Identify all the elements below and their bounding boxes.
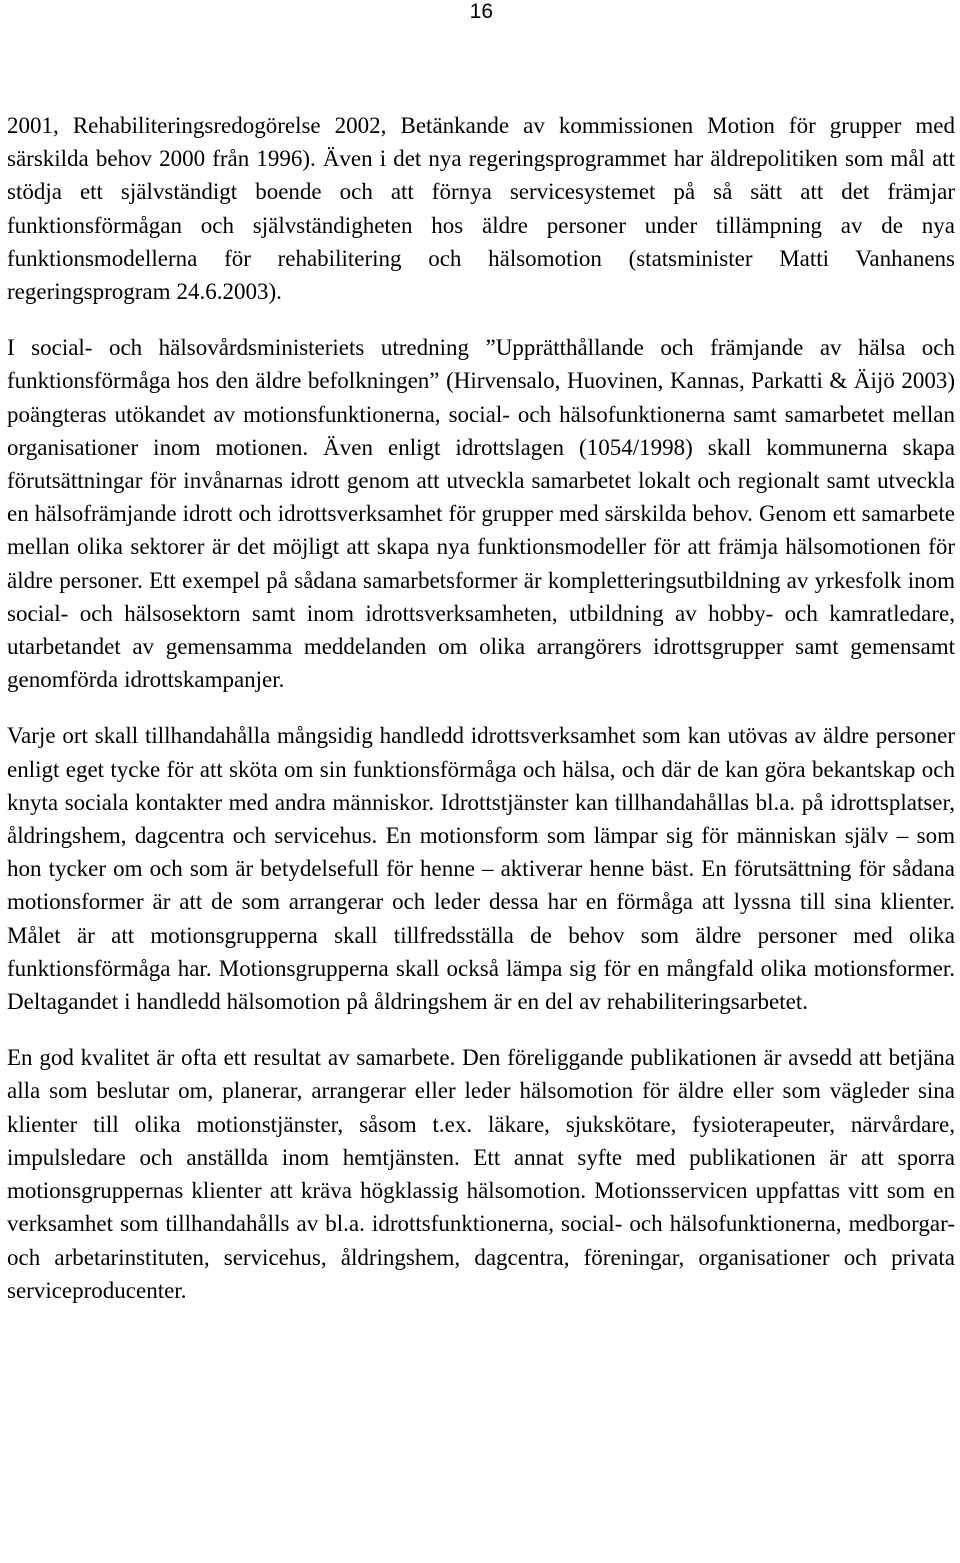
body-text: [7, 109, 955, 1307]
paragraph-4: En god kvalitet är ofta ett resultat av samarbete. Den föreliggande publikationen är avsedd att betjäna alla som beslutar om, planerar, arrangerar eller leder hälsomotion för äldre eller som vägleder sina klienter till olika motionstjänster, såsom t.ex. läkare, sjukskötare, fysioterapeuter, närvårdare, impulsledare och anställda inom hemtjänsten. Ett annat syfte med publikationen är att sporra motionsgruppernas klienter att kräva högklassig hälsomotion. Motionsservicen uppfattas vitt som en verksamhet som tillhandahålls av bl.a. idrottsfunktionerna, social- och hälsofunktionerna, medborgar- och arbetarinstituten, servicehus, åldringshem, dagcentra, föreningar, organisationer och privata serviceproducenter.: [7, 1045, 955, 1303]
paragraph-1: 2001, Rehabiliteringsredogörelse 2002, Betänkande av kommissionen Motion för grupper med särskilda behov 2000 från 1996). Även i det nya regeringsprogrammet har äldrepolitiken som mål att stödja ett självständigt boende och att förnya servicesystemet på så sätt att det främjar funktionsförmågan och självständigheten hos äldre personer under tillämpning av de nya funktionsmodellerna för rehabilitering och hälsomotion (statsminister Matti Vanhanens regeringsprogram 24.6.2003).: [7, 113, 955, 305]
paragraph-2: I social- och hälsovårdsministeriets utredning ”Upprätthållande och främjande av hälsa och funktionsförmåga hos den äldre befolkningen” (Hirvensalo, Huovinen, Kannas, Parkatti & Äijö 2003) poängteras utökandet av motionsfunktionerna, social- och hälsofunktionerna samt samarbetet mellan organisationer inom motionen. Även enligt idrottslagen (1054/1998) skall kommunerna skapa förutsättningar för invånarnas idrott genom att utveckla samarbetet lokalt och regionalt samt utveckla en hälsofrämjande idrott och idrottsverksamhet för grupper med särskilda behov. Genom ett samarbete mellan olika sektorer är det möjligt att skapa nya funktionsmodeller för att främja hälsomotionen för äldre personer. Ett exempel på sådana samarbetsformer är kompletteringsutbildning av yrkesfolk inom social- och hälsosektorn samt inom idrottsverksamheten, utbildning av hobby- och kamratledare, utarbetandet av gemensamma meddelanden om olika arrangörers idrottsgrupper samt gemensamt genomförda idrottskampanjer.: [7, 335, 955, 693]
paragraph-3: Varje ort skall tillhandahålla mångsidig handledd idrottsverksamhet som kan utövas av äldre personer enligt eget tycke för att sköta om sin funktionsförmåga och hälsa, och där de kan göra bekantskap och knyta sociala kontakter med andra människor. Idrottstjänster kan tillhandahållas bl.a. på idrottsplatser, åldringshem, dagcentra och servicehus. En motionsform som lämpar sig för människan själv – som hon tycker om och som är betydelsefull för henne – aktiverar henne bäst. En förutsättning för sådana motionsformer är att de som arrangerar och leder dessa har en förmåga att lyssna till sina klienter. Målet är att motionsgrupperna skall tillfredsställa de behov som äldre personer med olika funktionsförmåga har. Motionsgrupperna skall också lämpa sig för en mångfald olika motionsformer. Deltagandet i handledd hälsomotion på åldringshem är en del av rehabiliteringsarbetet.: [7, 723, 955, 1015]
page-number: 16: [469, 0, 493, 23]
